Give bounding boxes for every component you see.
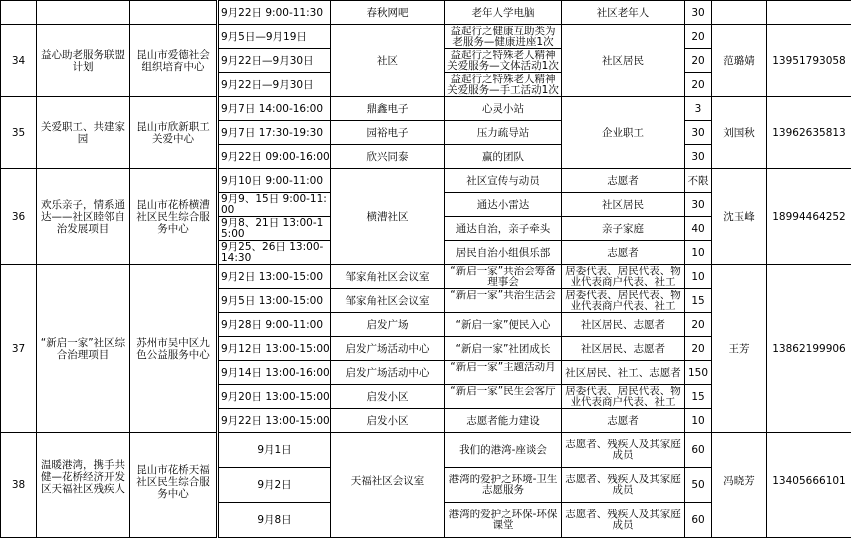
- target-cell: 社区老年人: [562, 1, 685, 25]
- activity-cell: [445, 361, 562, 385]
- time-cell: 9月22日 09:00-16:00: [218, 145, 331, 169]
- count-cell: 40: [685, 217, 712, 241]
- table-row: [1, 97, 851, 121]
- place-cell: 社区: [331, 25, 445, 97]
- no-cell: 38: [1, 433, 37, 538]
- project-name-cell: [37, 433, 130, 538]
- org-cell: 昆山市欣新职工关爱中心: [130, 97, 218, 169]
- activity-text: 港湾的爱护之环保-环保课堂: [447, 509, 559, 531]
- time-text: 9月9、15日 9:00-11:00: [221, 194, 328, 216]
- table-row: [1, 1, 851, 25]
- phone-cell: [767, 1, 851, 25]
- time-cell: 9月2日 13:00-15:00: [218, 265, 331, 289]
- phone-cell: 13951793058: [767, 25, 851, 97]
- count-cell: 60: [685, 503, 712, 538]
- target-cell: [562, 265, 685, 289]
- activity-cell: [445, 265, 562, 289]
- activity-cell: “新启一家”便民入心: [445, 313, 562, 337]
- activity-text: “新启一家”共治生活会: [447, 290, 559, 312]
- phone-cell: 18994464252: [767, 169, 851, 265]
- count-cell: 10: [685, 409, 712, 433]
- activity-cell: 志愿者能力建设: [445, 409, 562, 433]
- place-cell: 春秋网吧: [331, 1, 445, 25]
- project-name-cell: [37, 1, 130, 25]
- org-cell: [130, 433, 218, 538]
- time-cell: 9月22日—9月30日: [218, 73, 331, 97]
- activity-cell: 通达自治，亲子牵头: [445, 217, 562, 241]
- time-cell: 9月20日 13:00-15:00: [218, 385, 331, 409]
- count-cell: 30: [685, 1, 712, 25]
- phone-cell: [767, 433, 851, 538]
- target-cell: 社区居民: [562, 25, 685, 97]
- activity-text: “新启一家”共治会筹备理事会: [447, 266, 559, 288]
- org-cell: 苏州市吴中区九色公益服务中心: [130, 265, 218, 433]
- count-cell: 50: [685, 468, 712, 503]
- count-cell: 60: [685, 433, 712, 468]
- activity-text: 益起行之特殊老人精神关爱服务—文体活动1次: [447, 50, 559, 72]
- project-name-text: 温暖港湾，携手共健—花桥经济开发区天福社区残疾人: [39, 449, 127, 521]
- activity-cell: 通达小雷达: [445, 193, 562, 217]
- count-cell: 30: [685, 145, 712, 169]
- no-cell: 36: [1, 169, 37, 265]
- activity-cell: [445, 25, 562, 49]
- activity-text: 益起行之特殊老人精神关爱服务—手工活动1次: [447, 74, 559, 96]
- activity-cell: [445, 289, 562, 313]
- time-cell: 9月22日 9:00-11:30: [218, 1, 331, 25]
- project-name-cell: “新启一家”社区综合治理项目: [37, 265, 130, 433]
- target-cell: 亲子家庭: [562, 217, 685, 241]
- contact-text: 冯晓芳: [714, 433, 764, 537]
- project-name-cell: 关爱职工、共建家园: [37, 97, 130, 169]
- phone-cell: 13962635813: [767, 97, 851, 169]
- target-cell: 志愿者: [562, 169, 685, 193]
- contact-cell: 沈玉峰: [712, 169, 767, 265]
- activity-cell: 老年人学电脑: [445, 1, 562, 25]
- time-cell: 9月1日: [218, 433, 331, 468]
- activity-cell: “新启一家”社团成长: [445, 337, 562, 361]
- count-cell: 10: [685, 241, 712, 265]
- time-cell: [218, 217, 331, 241]
- target-cell: [562, 289, 685, 313]
- time-cell: 9月22日—9月30日: [218, 49, 331, 73]
- target-text: 居委代表、居民代表、物业代表商户代表、社工: [564, 266, 682, 288]
- place-cell: 启发小区: [331, 409, 445, 433]
- target-text: 居委代表、居民代表、物业代表商户代表、社工: [564, 290, 682, 312]
- target-cell: [562, 385, 685, 409]
- activity-cell: 赢的团队: [445, 145, 562, 169]
- target-cell: [562, 503, 685, 538]
- table-row: [1, 169, 851, 193]
- activity-text: “新启一家”民生会客厅: [447, 386, 559, 408]
- activity-cell: [445, 385, 562, 409]
- activity-cell: 心灵小站: [445, 97, 562, 121]
- place-cell: 邹家角社区会议室: [331, 265, 445, 289]
- target-cell: 企业职工: [562, 97, 685, 169]
- time-cell: 9月14日 13:00-16:00: [218, 361, 331, 385]
- count-cell: 30: [685, 121, 712, 145]
- target-cell: 社区居民: [562, 193, 685, 217]
- no-cell: 35: [1, 97, 37, 169]
- place-cell: [331, 433, 445, 538]
- org-cell: 昆山市爱德社会组织培育中心: [130, 25, 218, 97]
- count-cell: 20: [685, 313, 712, 337]
- activity-text: 港湾的爱护之环境-卫生志愿服务: [447, 474, 559, 496]
- place-cell: 欣兴同泰: [331, 145, 445, 169]
- target-cell: 志愿者: [562, 241, 685, 265]
- no-cell: 37: [1, 265, 37, 433]
- activity-cell: [445, 503, 562, 538]
- time-cell: 9月2日: [218, 468, 331, 503]
- contact-cell: [712, 433, 767, 538]
- target-text: 志愿者、残疾人及其家庭成员: [564, 509, 682, 531]
- time-text: 9月8、21日 13:00-15:00: [221, 218, 328, 240]
- place-cell: 邹家角社区会议室: [331, 289, 445, 313]
- place-cell: 启发小区: [331, 385, 445, 409]
- contact-cell: 王芳: [712, 265, 767, 433]
- count-cell: 20: [685, 49, 712, 73]
- place-cell: 鼎鑫电子: [331, 97, 445, 121]
- activity-cell: 压力疏导站: [445, 121, 562, 145]
- table-row: [1, 433, 851, 468]
- table-row: [1, 265, 851, 289]
- no-cell: 34: [1, 25, 37, 97]
- target-cell: 社区居民、社工、志愿者: [562, 361, 685, 385]
- count-cell: 15: [685, 289, 712, 313]
- org-text: 昆山市花桥天福社区民生综合服务中心: [132, 444, 214, 526]
- time-cell: 9月22日 13:00-15:00: [218, 409, 331, 433]
- no-cell: [1, 1, 37, 25]
- target-text: 志愿者、残疾人及其家庭成员: [564, 474, 682, 496]
- contact-cell: 刘国秋: [712, 97, 767, 169]
- time-cell: [218, 241, 331, 265]
- contact-cell: [712, 1, 767, 25]
- time-text: 9月25、26日 13:00-14:30: [221, 242, 328, 264]
- count-cell: 20: [685, 25, 712, 49]
- count-cell: 30: [685, 193, 712, 217]
- target-cell: 社区居民、志愿者: [562, 313, 685, 337]
- activity-text: 益起行之健康互助类为老服务—健康进座1次: [447, 26, 559, 48]
- phone-text: 13405666101: [769, 433, 849, 537]
- time-cell: [218, 193, 331, 217]
- target-text: 志愿者、残疾人及其家庭成员: [564, 439, 682, 461]
- count-cell: 15: [685, 385, 712, 409]
- time-cell: 9月5日 13:00-15:00: [218, 289, 331, 313]
- activity-cell: [445, 73, 562, 97]
- count-cell: 20: [685, 73, 712, 97]
- org-cell: 昆山市花桥横漕社区民生综合服务中心: [130, 169, 218, 265]
- time-cell: 9月5日—9月19日: [218, 25, 331, 49]
- activity-cell: 社区宣传与动员: [445, 169, 562, 193]
- count-cell: 150: [685, 361, 712, 385]
- count-cell: 20: [685, 337, 712, 361]
- target-cell: [562, 468, 685, 503]
- time-cell: 9月28日 9:00-11:00: [218, 313, 331, 337]
- time-cell: 9月10日 9:00-11:00: [218, 169, 331, 193]
- phone-cell: 13862199906: [767, 265, 851, 433]
- target-cell: 志愿者: [562, 409, 685, 433]
- count-cell: 10: [685, 265, 712, 289]
- time-cell: 9月7日 17:30-19:30: [218, 121, 331, 145]
- count-cell: 3: [685, 97, 712, 121]
- project-name-cell: 益心助老服务联盟计划: [37, 25, 130, 97]
- activity-cell: [445, 49, 562, 73]
- contact-cell: 范璐婧: [712, 25, 767, 97]
- activity-cell: 居民自治小组俱乐部: [445, 241, 562, 265]
- place-cell: 园裕电子: [331, 121, 445, 145]
- place-cell: 启发广场活动中心: [331, 361, 445, 385]
- time-cell: 9月8日: [218, 503, 331, 538]
- activity-cell: 我们的港湾-座谈会: [445, 433, 562, 468]
- target-text: 居委代表、居民代表、物业代表商户代表、社工: [564, 386, 682, 408]
- place-cell: 横漕社区: [331, 169, 445, 265]
- place-cell: 启发广场活动中心: [331, 337, 445, 361]
- time-cell: 9月12日 13:00-15:00: [218, 337, 331, 361]
- activity-text: “新启一家”主题活动月: [447, 362, 559, 384]
- activity-cell: [445, 468, 562, 503]
- count-cell: 不限: [685, 169, 712, 193]
- place-cell: 启发广场: [331, 313, 445, 337]
- project-name-cell: 欢乐亲子，情系通达——社区睦邻自治发展项目: [37, 169, 130, 265]
- place-text: 天福社区会议室: [333, 433, 442, 537]
- time-cell: 9月7日 14:00-16:00: [218, 97, 331, 121]
- target-cell: 社区居民、志愿者: [562, 337, 685, 361]
- table-row: [1, 25, 851, 49]
- target-cell: [562, 433, 685, 468]
- org-cell: [130, 1, 218, 25]
